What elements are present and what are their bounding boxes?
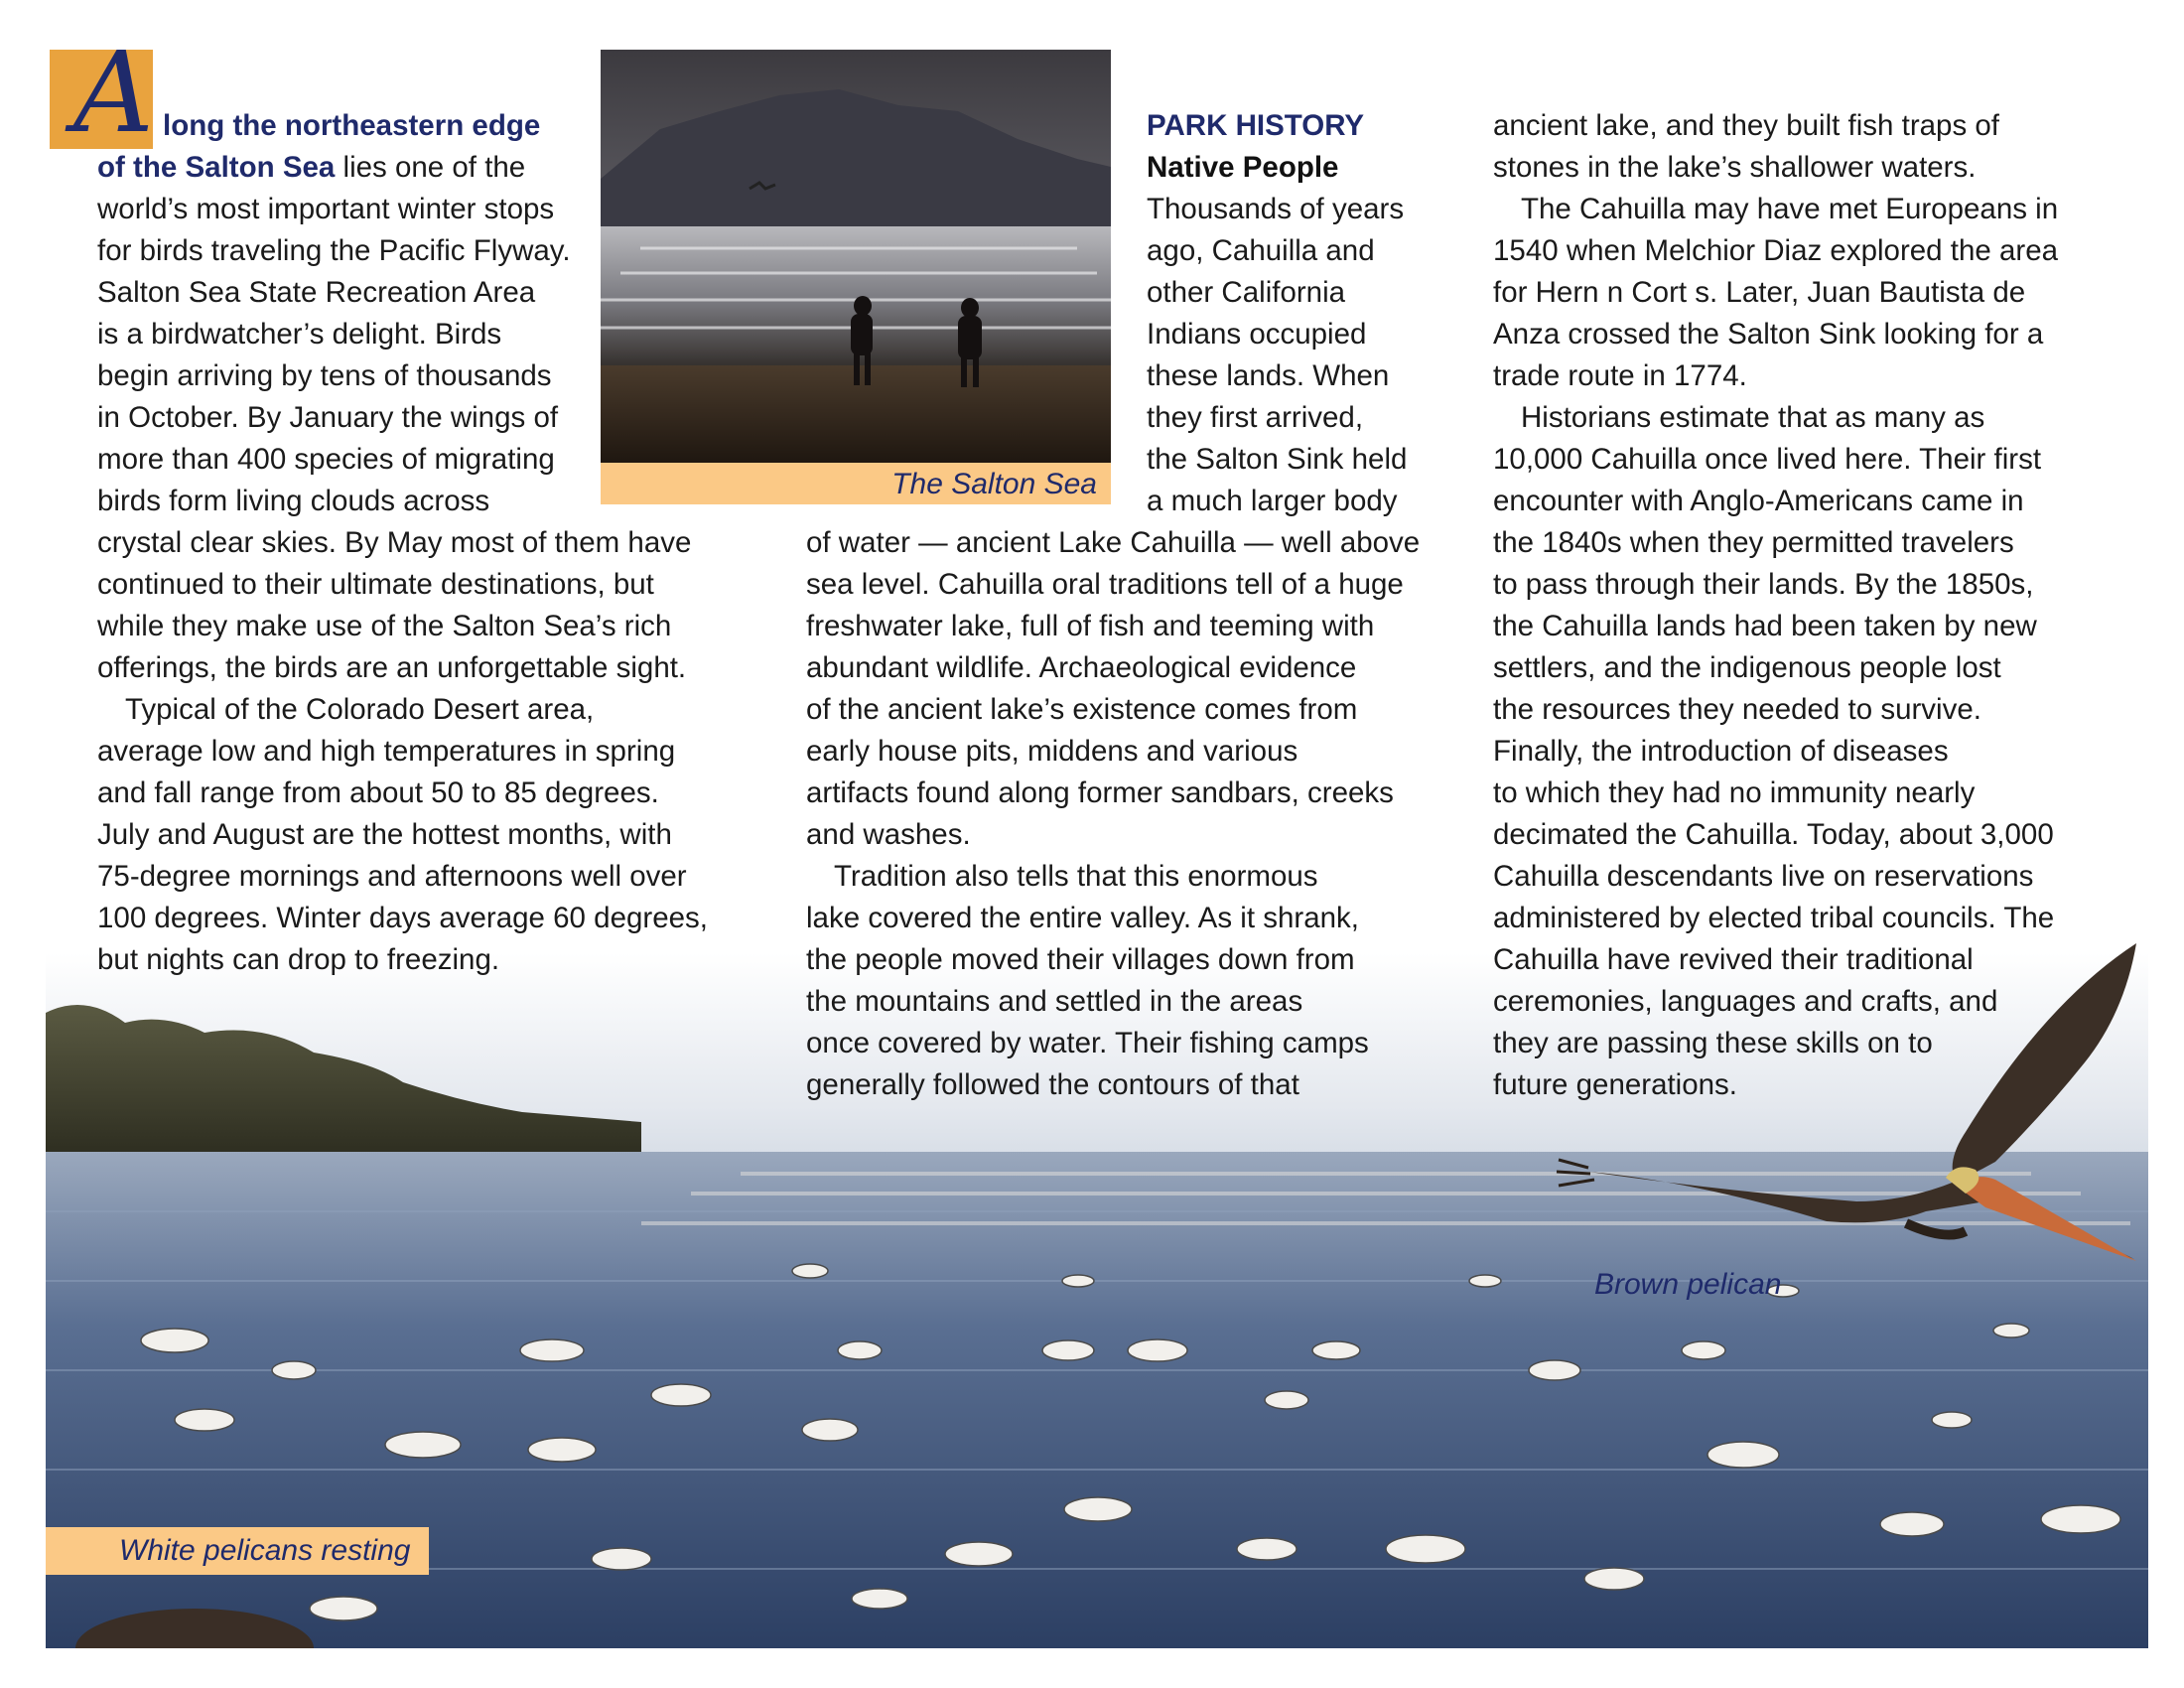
intro-line: for birds traveling the Pacific Flyway. bbox=[97, 234, 571, 267]
col3-line: they are passing these skills on to bbox=[1493, 1027, 1933, 1059]
col3-line: Cahuilla descendants live on reservations bbox=[1493, 860, 2034, 893]
col3-line: Cahuilla have revived their traditional bbox=[1493, 943, 1974, 976]
intro-line: more than 400 species of migrating bbox=[97, 443, 555, 476]
intro-lead-line-1: long the northeastern edge bbox=[163, 109, 541, 142]
intro-column bbox=[97, 105, 713, 981]
history-line: these lands. When bbox=[1147, 359, 1390, 392]
col3-paragraph-1 bbox=[1493, 105, 2148, 189]
history-p2-line: the people moved their villages down from bbox=[806, 943, 1355, 976]
history-p2-line: lake covered the entire valley. As it shrank, bbox=[806, 902, 1359, 934]
intro-paragraph-2 bbox=[97, 689, 713, 981]
intro-p2-line: July and August are the hottest months, with bbox=[97, 818, 672, 851]
intro-p2-line: but nights can drop to freezing. bbox=[97, 943, 500, 976]
intro-line: offerings, the birds are an unforgettable sight. bbox=[97, 651, 687, 684]
intro-p2-line: average low and high temperatures in spring bbox=[97, 735, 676, 768]
history-line: a much larger body bbox=[1147, 485, 1398, 517]
history-paragraph-1 bbox=[806, 189, 1441, 856]
intro-p2-line: 75-degree mornings and afternoons well over bbox=[97, 860, 687, 893]
intro-line: lies one of the bbox=[335, 151, 526, 184]
history-line: of water — ancient Lake Cahuilla — well above bbox=[806, 526, 1421, 559]
white-pelicans-caption: White pelicans resting bbox=[119, 1534, 411, 1567]
dropcap-letter: A bbox=[73, 29, 154, 158]
intro-lead-line-2: of the Salton Sea bbox=[97, 151, 336, 184]
intro-line: in October. By January the wings of bbox=[97, 401, 559, 434]
white-pelicans-caption-bar bbox=[46, 1527, 429, 1575]
intro-line: while they make use of the Salton Sea’s rich bbox=[97, 610, 672, 642]
history-line: and washes. bbox=[806, 818, 971, 851]
col3-line: encounter with Anglo-Americans came in bbox=[1493, 485, 2024, 517]
intro-line: birds form living clouds across bbox=[97, 485, 490, 517]
col3-line: ancient lake, and they built fish traps of bbox=[1493, 109, 1999, 142]
col3-line: the resources they needed to survive. bbox=[1493, 693, 1981, 726]
history-header bbox=[806, 105, 1441, 189]
col3-line: to which they had no immunity nearly bbox=[1493, 776, 1976, 809]
brown-pelican-image bbox=[1529, 943, 2164, 1271]
history-line: they first arrived, bbox=[1147, 401, 1364, 434]
col3-line: Finally, the introduction of diseases bbox=[1493, 735, 1949, 768]
history-line: Thousands of years bbox=[1147, 193, 1405, 225]
history-line: artifacts found along former sandbars, creeks bbox=[806, 776, 1394, 809]
col3-line: settlers, and the indigenous people lost bbox=[1493, 651, 2001, 684]
col3-line: to pass through their lands. By the 1850s, bbox=[1493, 568, 2034, 601]
history-line: Indians occupied bbox=[1147, 318, 1367, 351]
history-line: freshwater lake, full of fish and teeming with bbox=[806, 610, 1375, 642]
history-line: abundant wildlife. Archaeological evidence bbox=[806, 651, 1357, 684]
history-column bbox=[806, 105, 1441, 1106]
col3-line: future generations. bbox=[1493, 1068, 1737, 1101]
history-p2-line: generally followed the contours of that bbox=[806, 1068, 1299, 1101]
intro-line: Salton Sea State Recreation Area bbox=[97, 276, 536, 309]
col3-line: ceremonies, languages and crafts, and bbox=[1493, 985, 1998, 1018]
col3-paragraph-2 bbox=[1493, 189, 2148, 397]
col3-line: Historians estimate that as many as bbox=[1521, 401, 1985, 434]
col3-line: Anza crossed the Salton Sink looking for a bbox=[1493, 318, 2044, 351]
intro-p2-line: Typical of the Colorado Desert area, bbox=[125, 693, 595, 726]
col3-line: trade route in 1774. bbox=[1493, 359, 1747, 392]
history-p2-line: once covered by water. Their fishing camps bbox=[806, 1027, 1369, 1059]
col3-line: the Cahuilla lands had been taken by new bbox=[1493, 610, 2037, 642]
history-p2-line: Tradition also tells that this enormous bbox=[834, 860, 1318, 893]
brown-pelican-caption: Brown pelican bbox=[1594, 1268, 1782, 1301]
native-people-subheading: Native People bbox=[1147, 151, 1339, 184]
intro-p2-line: and fall range from about 50 to 85 degrees. bbox=[97, 776, 659, 809]
intro-line: continued to their ultimate destinations, but bbox=[97, 568, 654, 601]
history-line: of the ancient lake’s existence comes from bbox=[806, 693, 1358, 726]
intro-line: is a birdwatcher’s delight. Birds bbox=[97, 318, 502, 351]
intro-p2-line: 100 degrees. Winter days average 60 degrees, bbox=[97, 902, 708, 934]
col3-line: 1540 when Melchior Diaz explored the area bbox=[1493, 234, 2059, 267]
history-paragraph-2 bbox=[806, 856, 1441, 1106]
brown-pelican-photo bbox=[1529, 943, 2164, 1271]
history-line: the Salton Sink held bbox=[1147, 443, 1408, 476]
col3-line: the 1840s when they permitted travelers bbox=[1493, 526, 2014, 559]
history-line: ago, Cahuilla and bbox=[1147, 234, 1375, 267]
intro-line: world’s most important winter stops bbox=[97, 193, 555, 225]
col3-line: administered by elected tribal councils. The bbox=[1493, 902, 2055, 934]
history-heading: PARK HISTORY bbox=[1147, 109, 1365, 142]
intro-paragraph-1 bbox=[97, 105, 713, 689]
history-line: other California bbox=[1147, 276, 1346, 309]
col3-line: decimated the Cahuilla. Today, about 3,000 bbox=[1493, 818, 2054, 851]
history-p2-line: the mountains and settled in the areas bbox=[806, 985, 1303, 1018]
col3-line: The Cahuilla may have met Europeans in bbox=[1521, 193, 2059, 225]
col3-line: for Hern n Cort s. Later, Juan Bautista de bbox=[1493, 276, 2026, 309]
intro-line: crystal clear skies. By May most of them have bbox=[97, 526, 692, 559]
col3-line: 10,000 Cahuilla once lived here. Their first bbox=[1493, 443, 2042, 476]
col3-line: stones in the lake’s shallower waters. bbox=[1493, 151, 1977, 184]
history-line: early house pits, middens and various bbox=[806, 735, 1298, 768]
intro-line: begin arriving by tens of thousands bbox=[97, 359, 552, 392]
salton-sea-caption: The Salton Sea bbox=[891, 468, 1097, 500]
history-line: sea level. Cahuilla oral traditions tell of a huge bbox=[806, 568, 1404, 601]
